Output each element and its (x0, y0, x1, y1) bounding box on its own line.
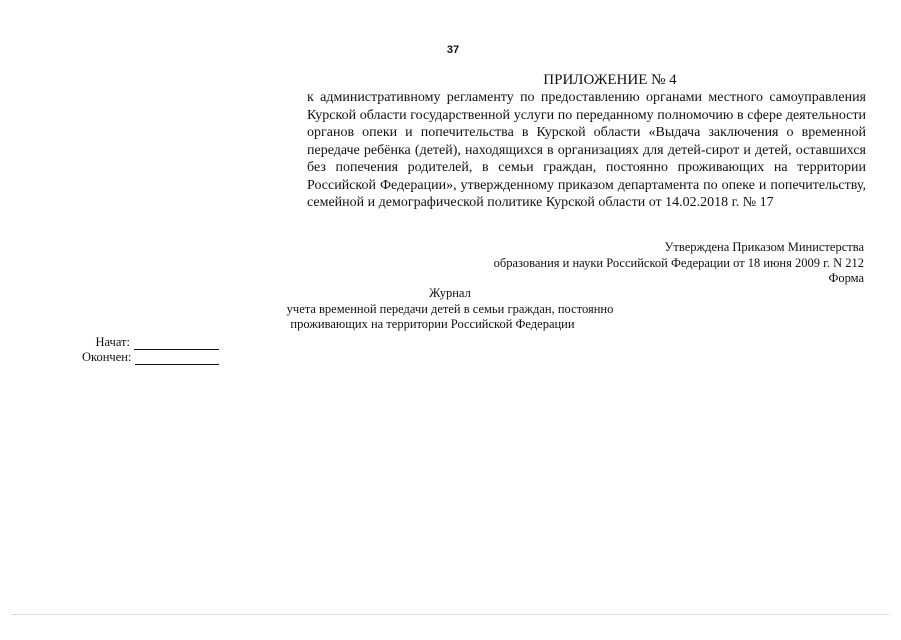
approval-line-2: образования и науки Российской Федерации от 18 июня 2009 г. N 212 (493, 255, 864, 270)
journal-title: Журнал (429, 286, 471, 300)
appendix-title: ПРИЛОЖЕНИЕ № 4 (543, 72, 677, 88)
journal-subtitle-line-2: проживающих на территории Российской Федерации (290, 317, 575, 331)
journal-subtitle-line-1: учета временной передачи детей в семьи граждан, постоянно (286, 301, 614, 316)
finished-label: Окончен: (82, 350, 132, 364)
started-blank-line (134, 338, 219, 350)
page-number: 37 (446, 44, 460, 56)
scan-edge-artifact (12, 614, 890, 615)
started-label: Начат: (95, 335, 130, 349)
finished-row (82, 350, 219, 365)
journal-period (82, 335, 219, 365)
form-label: Форма (828, 271, 864, 285)
started-row (82, 335, 219, 350)
finished-blank-line (135, 353, 219, 365)
approval-line-1: Утверждена Приказом Министерства (664, 240, 864, 254)
appendix-text: к административному регламенту по предоставлению органами местного самоуправления Курской области государственной услуги по переданному полномочию в сфере деятельности органов опеки и попечительства в Курской области «Выдача заключения о временной передаче ребёнка (детей), находящихся в организациях для детей-сирот и детей, оставшихся без попечения родителей, в семьи граждан, постоянно проживающих на территории Российской Федерации», утвержденному приказом департамента по опеке и попечительству, семейной и демографической политике Курской области от 14.02.2018 г. № 17 (307, 90, 866, 210)
approval-note (430, 240, 864, 287)
journal-heading (255, 286, 645, 333)
